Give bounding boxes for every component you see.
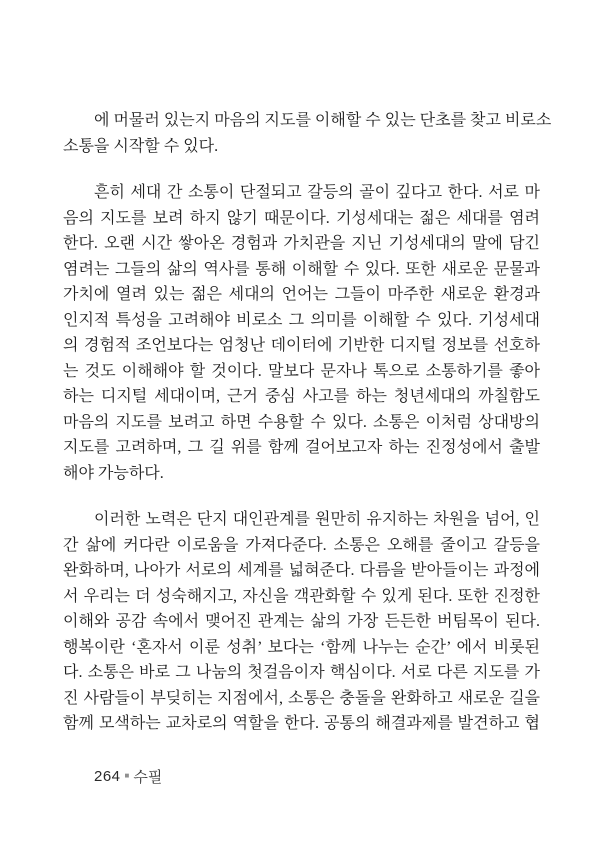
- text-line: 진 사람들이 부딪히는 지점에서, 소통은 충돌을 완화하고 새로운 길을: [63, 689, 540, 707]
- text-block: [63, 108, 552, 737]
- text-line: 에 머물러 있는지 마음의 지도를 이해할 수 있는 단초를 찾고 비로소: [94, 112, 552, 129]
- paragraph: [63, 108, 552, 159]
- text-line: 음의 지도를 보려 하지 않기 때문이다. 기성세대는 젊은 세대를 염려: [63, 209, 540, 227]
- text-line: 인지적 특성을 고려해야 비로소 그 의미를 이해할 수 있다. 기성세대: [63, 311, 540, 329]
- page-number: 264: [94, 767, 121, 785]
- text-line: 는 것도 이해해야 할 것이다. 말보다 문자나 톡으로 소통하기를 좋아: [63, 362, 540, 380]
- text-line: 가치에 열려 있는 젊은 세대의 언어는 그들이 마주한 새로운 환경과: [63, 286, 540, 303]
- text-line: 지도를 고려하며, 그 길 위를 함께 걸어보고자 하는 진정성에서 출발: [63, 439, 540, 456]
- section-label: 수필: [133, 769, 163, 786]
- text-line: 간 삶에 커다란 이로움을 가져다준다. 소통은 오해를 줄이고 갈등을: [63, 536, 540, 554]
- text-line: 다. 소통은 바로 그 나눔의 첫걸음이자 핵심이다. 서로 다른 지도를 가: [63, 664, 540, 681]
- text-line: 마음의 지도를 보려고 하면 수용할 수 있다. 소통은 이처럼 상대방의: [63, 413, 540, 431]
- text-line: 한다. 오랜 시간 쌓아온 경험과 가치관을 지닌 기성세대의 말에 담긴: [63, 235, 540, 252]
- text-line: 하는 디지털 세대이며, 근거 중심 사고를 하는 청년세대의 까칠함도: [63, 388, 540, 405]
- square-bullet-icon: ■: [124, 771, 130, 780]
- text-line: 이해와 공감 속에서 맺어진 관계는 삶의 가장 든든한 버팀목이 된다.: [63, 613, 540, 630]
- text-line: 서 우리는 더 성숙해지고, 자신을 객관화할 수 있게 된다. 또한 진정한: [63, 587, 540, 605]
- text-line: 함께 모색하는 교차로의 역할을 한다. 공통의 해결과제를 발견하고 협: [63, 715, 540, 732]
- paragraph: [63, 507, 540, 737]
- text-line: 소통을 시작할 수 있다.: [63, 137, 219, 155]
- text-line: 해야 가능하다.: [63, 464, 164, 482]
- text-line: 이러한 노력은 단지 대인관계를 원만히 유지하는 차원을 넘어, 인: [94, 511, 540, 528]
- paragraph: [63, 180, 540, 486]
- page-footer: [94, 767, 162, 785]
- text-line: 의 경험적 조언보다는 엄청난 데이터에 기반한 디지털 정보를 선호하: [63, 337, 540, 354]
- text-line: 염려는 그들의 삶의 역사를 통해 이해할 수 있다. 또한 새로운 문물과: [63, 260, 540, 278]
- text-line: 흔히 세대 간 소통이 단절되고 갈등의 골이 깊다고 한다. 서로 마: [94, 184, 540, 201]
- text-line: 완화하며, 나아가 서로의 세계를 넓혀준다. 다름을 받아들이는 과정에: [63, 562, 540, 579]
- text-line: 행복이란 ‘혼자서 이룬 성취’ 보다는 ‘함께 나누는 순간’ 에서 비롯된: [63, 638, 540, 656]
